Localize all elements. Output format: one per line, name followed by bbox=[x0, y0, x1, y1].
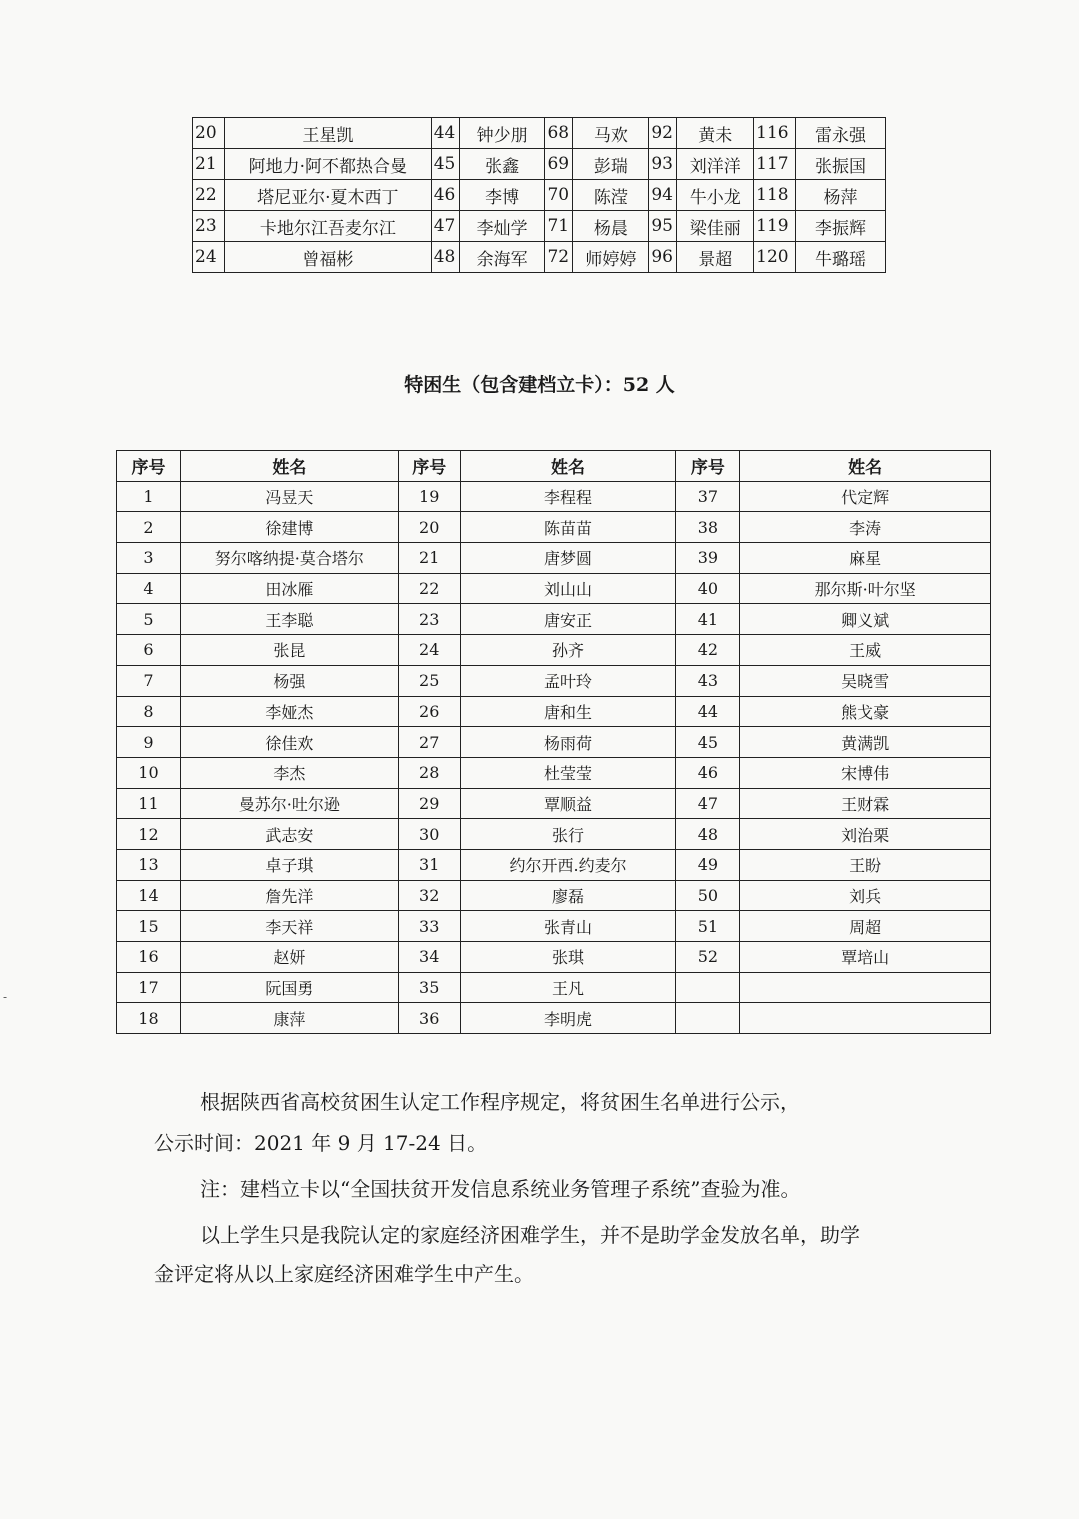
name-cell: 李振辉 bbox=[796, 211, 886, 242]
notice-paragraph: 根据陕西省高校贫困生认定工作程序规定，将贫困生名单进行公示， bbox=[200, 1090, 800, 1114]
index-cell: 70 bbox=[545, 180, 573, 211]
name-cell: 努尔喀纳提·莫合塔尔 bbox=[180, 543, 398, 574]
name-cell: 杨晨 bbox=[573, 211, 649, 242]
table-row bbox=[117, 573, 991, 604]
name-cell: 廖磊 bbox=[460, 880, 676, 911]
name-cell: 宋博伟 bbox=[740, 757, 991, 788]
name-cell: 李杰 bbox=[180, 757, 398, 788]
name-cell: 李涛 bbox=[740, 512, 991, 543]
name-cell: 陈苗苗 bbox=[460, 512, 676, 543]
index-cell: 119 bbox=[754, 211, 796, 242]
table-row bbox=[117, 696, 991, 727]
name-cell: 王李聪 bbox=[180, 604, 398, 635]
name-cell: 张振国 bbox=[796, 149, 886, 180]
name-cell: 钟少朋 bbox=[459, 118, 545, 149]
name-cell: 牛小龙 bbox=[677, 180, 754, 211]
name-cell: 王盼 bbox=[740, 849, 991, 880]
index-cell: 13 bbox=[117, 849, 181, 880]
name-cell: 塔尼亚尔·夏木西丁 bbox=[224, 180, 431, 211]
index-cell: 19 bbox=[398, 481, 460, 512]
index-cell: 96 bbox=[649, 242, 677, 273]
index-cell: 5 bbox=[117, 604, 181, 635]
index-cell: 26 bbox=[398, 696, 460, 727]
name-cell: 徐佳欢 bbox=[180, 727, 398, 758]
index-cell: 7 bbox=[117, 665, 181, 696]
name-cell bbox=[740, 1003, 991, 1034]
index-cell: 71 bbox=[545, 211, 573, 242]
index-cell: 48 bbox=[676, 819, 740, 850]
index-cell: 21 bbox=[398, 543, 460, 574]
index-cell: 116 bbox=[754, 118, 796, 149]
name-cell: 雷永强 bbox=[796, 118, 886, 149]
name-cell: 张昆 bbox=[180, 635, 398, 666]
index-cell: 31 bbox=[398, 849, 460, 880]
name-cell: 武志安 bbox=[180, 819, 398, 850]
table-row bbox=[117, 788, 991, 819]
index-cell: 38 bbox=[676, 512, 740, 543]
name-cell: 黄满凯 bbox=[740, 727, 991, 758]
index-cell: 1 bbox=[117, 481, 181, 512]
table-row bbox=[193, 118, 886, 149]
index-cell: 14 bbox=[117, 880, 181, 911]
index-cell: 35 bbox=[398, 972, 460, 1003]
table-row bbox=[117, 481, 991, 512]
name-cell: 周超 bbox=[740, 911, 991, 942]
index-cell: 10 bbox=[117, 757, 181, 788]
name-cell: 梁佳丽 bbox=[677, 211, 754, 242]
index-cell: 22 bbox=[398, 573, 460, 604]
index-cell: 22 bbox=[193, 180, 225, 211]
index-cell: 46 bbox=[676, 757, 740, 788]
table-row bbox=[117, 1003, 991, 1034]
index-cell: 8 bbox=[117, 696, 181, 727]
index-cell: 94 bbox=[649, 180, 677, 211]
name-cell: 张琪 bbox=[460, 942, 676, 973]
table-row bbox=[117, 757, 991, 788]
name-cell: 刘山山 bbox=[460, 573, 676, 604]
index-cell: 25 bbox=[398, 665, 460, 696]
name-cell: 李天祥 bbox=[180, 911, 398, 942]
index-cell: 92 bbox=[649, 118, 677, 149]
index-cell: 117 bbox=[754, 149, 796, 180]
index-cell: 47 bbox=[431, 211, 459, 242]
name-cell: 张青山 bbox=[460, 911, 676, 942]
index-cell: 72 bbox=[545, 242, 573, 273]
index-cell: 33 bbox=[398, 911, 460, 942]
name-cell: 卡地尔江吾麦尔江 bbox=[224, 211, 431, 242]
table-row bbox=[193, 242, 886, 273]
table-row bbox=[117, 849, 991, 880]
name-cell: 麻星 bbox=[740, 543, 991, 574]
name-cell: 杨强 bbox=[180, 665, 398, 696]
name-cell: 张行 bbox=[460, 819, 676, 850]
table-row bbox=[193, 211, 886, 242]
index-cell: 4 bbox=[117, 573, 181, 604]
name-cell: 孟叶玲 bbox=[460, 665, 676, 696]
index-cell: 18 bbox=[117, 1003, 181, 1034]
index-cell: 24 bbox=[193, 242, 225, 273]
header-name: 姓名 bbox=[740, 451, 991, 482]
header-index: 序号 bbox=[398, 451, 460, 482]
index-cell: 44 bbox=[431, 118, 459, 149]
name-cell: 黄未 bbox=[677, 118, 754, 149]
name-cell: 李娅杰 bbox=[180, 696, 398, 727]
index-cell: 37 bbox=[676, 481, 740, 512]
table-row bbox=[193, 149, 886, 180]
index-cell: 69 bbox=[545, 149, 573, 180]
name-cell: 康萍 bbox=[180, 1003, 398, 1034]
index-cell: 21 bbox=[193, 149, 225, 180]
name-cell: 彭瑞 bbox=[573, 149, 649, 180]
name-cell: 张鑫 bbox=[459, 149, 545, 180]
name-cell: 杨雨荷 bbox=[460, 727, 676, 758]
name-cell: 那尔斯·叶尔坚 bbox=[740, 573, 991, 604]
header-index: 序号 bbox=[117, 451, 181, 482]
table-row bbox=[117, 819, 991, 850]
name-cell: 王星凯 bbox=[224, 118, 431, 149]
index-cell: 95 bbox=[649, 211, 677, 242]
name-cell: 冯昱天 bbox=[180, 481, 398, 512]
name-cell: 覃顺益 bbox=[460, 788, 676, 819]
table-header-row bbox=[117, 451, 991, 482]
name-cell: 唐梦圆 bbox=[460, 543, 676, 574]
name-cell: 曼苏尔·吐尔逊 bbox=[180, 788, 398, 819]
name-cell: 阮国勇 bbox=[180, 972, 398, 1003]
index-cell: 24 bbox=[398, 635, 460, 666]
name-cell: 刘兵 bbox=[740, 880, 991, 911]
section-title: 特困生（包含建档立卡）：52 人 bbox=[404, 374, 675, 396]
index-cell: 34 bbox=[398, 942, 460, 973]
name-cell: 师婷婷 bbox=[573, 242, 649, 273]
index-cell: 23 bbox=[398, 604, 460, 635]
name-cell: 孙齐 bbox=[460, 635, 676, 666]
index-cell: 15 bbox=[117, 911, 181, 942]
name-cell: 熊戈豪 bbox=[740, 696, 991, 727]
index-cell: 23 bbox=[193, 211, 225, 242]
name-cell: 徐建博 bbox=[180, 512, 398, 543]
index-cell: 120 bbox=[754, 242, 796, 273]
table-row bbox=[117, 972, 991, 1003]
margin-mark: - bbox=[3, 990, 8, 1004]
name-cell: 王财霖 bbox=[740, 788, 991, 819]
name-cell: 陈滢 bbox=[573, 180, 649, 211]
index-cell: 93 bbox=[649, 149, 677, 180]
index-cell: 39 bbox=[676, 543, 740, 574]
name-cell: 刘洋洋 bbox=[677, 149, 754, 180]
name-cell: 李灿学 bbox=[459, 211, 545, 242]
index-cell: 36 bbox=[398, 1003, 460, 1034]
index-cell: 49 bbox=[676, 849, 740, 880]
name-cell: 约尔开西.约麦尔 bbox=[460, 849, 676, 880]
index-cell: 45 bbox=[676, 727, 740, 758]
name-cell: 李程程 bbox=[460, 481, 676, 512]
index-cell: 2 bbox=[117, 512, 181, 543]
header-index: 序号 bbox=[676, 451, 740, 482]
index-cell: 118 bbox=[754, 180, 796, 211]
name-cell: 曾福彬 bbox=[224, 242, 431, 273]
index-cell: 12 bbox=[117, 819, 181, 850]
index-cell: 68 bbox=[545, 118, 573, 149]
name-cell: 詹先洋 bbox=[180, 880, 398, 911]
index-cell: 16 bbox=[117, 942, 181, 973]
name-cell: 唐和生 bbox=[460, 696, 676, 727]
name-cell: 覃培山 bbox=[740, 942, 991, 973]
name-cell: 李明虎 bbox=[460, 1003, 676, 1034]
table-row bbox=[117, 604, 991, 635]
name-cell: 牛璐瑶 bbox=[796, 242, 886, 273]
index-cell: 28 bbox=[398, 757, 460, 788]
disclaimer-paragraph-continued: 金评定将从以上家庭经济困难学生中产生。 bbox=[154, 1262, 534, 1286]
index-cell: 42 bbox=[676, 635, 740, 666]
table-row bbox=[117, 727, 991, 758]
name-cell: 赵妍 bbox=[180, 942, 398, 973]
index-cell bbox=[676, 1003, 740, 1034]
notice-period: 公示时间：2021 年 9 月 17-24 日。 bbox=[154, 1131, 488, 1155]
index-cell: 3 bbox=[117, 543, 181, 574]
name-cell: 田冰雁 bbox=[180, 573, 398, 604]
disclaimer-paragraph: 以上学生只是我院认定的家庭经济困难学生，并不是助学金发放名单，助学 bbox=[200, 1223, 860, 1247]
name-cell: 刘治栗 bbox=[740, 819, 991, 850]
index-cell: 51 bbox=[676, 911, 740, 942]
index-cell: 20 bbox=[193, 118, 225, 149]
index-cell: 11 bbox=[117, 788, 181, 819]
name-cell: 王凡 bbox=[460, 972, 676, 1003]
name-cell: 阿地力·阿不都热合曼 bbox=[224, 149, 431, 180]
header-name: 姓名 bbox=[460, 451, 676, 482]
index-cell: 32 bbox=[398, 880, 460, 911]
index-cell: 29 bbox=[398, 788, 460, 819]
index-cell: 6 bbox=[117, 635, 181, 666]
index-cell: 30 bbox=[398, 819, 460, 850]
index-cell: 52 bbox=[676, 942, 740, 973]
name-cell: 杨萍 bbox=[796, 180, 886, 211]
name-cell: 杜莹莹 bbox=[460, 757, 676, 788]
index-cell: 17 bbox=[117, 972, 181, 1003]
table-row bbox=[117, 911, 991, 942]
name-cell: 吴晓雪 bbox=[740, 665, 991, 696]
index-cell: 50 bbox=[676, 880, 740, 911]
table-row bbox=[117, 512, 991, 543]
name-cell: 王威 bbox=[740, 635, 991, 666]
index-cell: 44 bbox=[676, 696, 740, 727]
index-cell: 40 bbox=[676, 573, 740, 604]
header-name: 姓名 bbox=[180, 451, 398, 482]
name-cell: 马欢 bbox=[573, 118, 649, 149]
index-cell: 45 bbox=[431, 149, 459, 180]
index-cell: 47 bbox=[676, 788, 740, 819]
table-row bbox=[117, 880, 991, 911]
special-hardship-students-table bbox=[116, 450, 991, 1034]
name-cell: 唐安正 bbox=[460, 604, 676, 635]
index-cell: 43 bbox=[676, 665, 740, 696]
name-cell: 余海军 bbox=[459, 242, 545, 273]
name-cell: 代定辉 bbox=[740, 481, 991, 512]
note-paragraph: 注：建档立卡以“全国扶贫开发信息系统业务管理子系统”查验为准。 bbox=[200, 1177, 801, 1201]
name-cell: 景超 bbox=[677, 242, 754, 273]
name-cell bbox=[740, 972, 991, 1003]
table-row bbox=[117, 543, 991, 574]
table-row bbox=[117, 635, 991, 666]
index-cell bbox=[676, 972, 740, 1003]
index-cell: 9 bbox=[117, 727, 181, 758]
index-cell: 48 bbox=[431, 242, 459, 273]
table-row bbox=[117, 942, 991, 973]
name-cell: 李博 bbox=[459, 180, 545, 211]
student-list-table-continued bbox=[192, 117, 886, 273]
index-cell: 27 bbox=[398, 727, 460, 758]
table-row bbox=[193, 180, 886, 211]
name-cell: 卿义斌 bbox=[740, 604, 991, 635]
index-cell: 46 bbox=[431, 180, 459, 211]
index-cell: 20 bbox=[398, 512, 460, 543]
index-cell: 41 bbox=[676, 604, 740, 635]
table-row bbox=[117, 665, 991, 696]
name-cell: 卓子琪 bbox=[180, 849, 398, 880]
